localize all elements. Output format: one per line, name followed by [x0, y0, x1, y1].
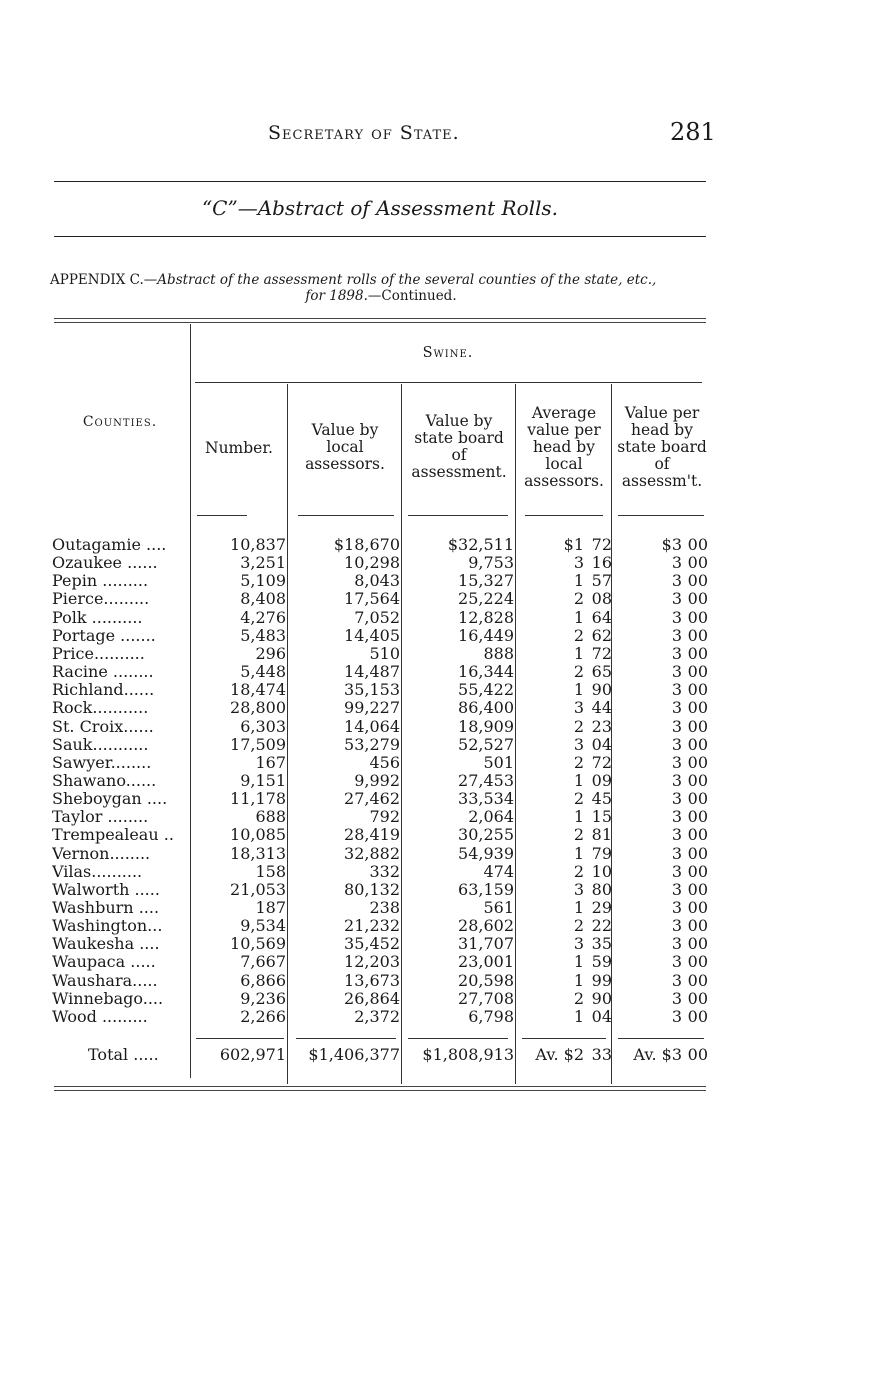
average-cents: 10 [591, 862, 612, 881]
value-state: 63,159 [458, 880, 514, 899]
average-dollars: 1 [573, 971, 584, 990]
average-dollars: 3 [573, 698, 584, 717]
number: 2,266 [240, 1007, 286, 1026]
per-head-dollars: 3 [671, 771, 682, 790]
table-bottom-rule [54, 1086, 706, 1091]
average-dollars: 2 [573, 753, 584, 772]
county-name: Trempealeau .. [52, 826, 174, 844]
per-head-dollars: 3 [671, 698, 682, 717]
average-cents: 04 [591, 1007, 612, 1026]
value-state: 501 [483, 753, 514, 772]
per-head-dollars: 3 [671, 735, 682, 754]
county-name: Sheboygan .... [52, 790, 168, 808]
per-head-dollars: 3 [671, 862, 682, 881]
number: 28,800 [230, 698, 286, 717]
per-head-dollars: 3 [671, 989, 682, 1008]
per-head-cents: 00 [687, 717, 708, 736]
county-name: Polk .......... [52, 609, 143, 627]
per-head-cents: 00 [687, 898, 708, 917]
average-dollars: 2 [573, 789, 584, 808]
table-row [0, 754, 872, 772]
per-head-cents: 00 [687, 644, 708, 663]
per-head-cents: 00 [687, 626, 708, 645]
value-state: 23,001 [458, 952, 514, 971]
per-head-cents: 00 [687, 735, 708, 754]
number: 167 [255, 753, 286, 772]
county-name: Waukesha .... [52, 935, 160, 953]
average-dollars: 3 [573, 880, 584, 899]
average-cents: 23 [591, 717, 612, 736]
table-row [0, 736, 872, 754]
value-state: 86,400 [458, 698, 514, 717]
header-number: Number. [205, 439, 273, 457]
value-state: 31,707 [458, 934, 514, 953]
average-dollars: 1 [573, 771, 584, 790]
header-per-head-state: Value per head by state board of assessm't. [617, 404, 707, 490]
value-local: 35,452 [344, 934, 400, 953]
number: 5,109 [240, 571, 286, 590]
rule-top [54, 181, 706, 182]
per-head-dollars: 3 [671, 952, 682, 971]
average-cents: 22 [591, 916, 612, 935]
per-head-dollars: 3 [671, 626, 682, 645]
per-head-cents: 00 [687, 952, 708, 971]
county-name: Sauk........... [52, 736, 149, 754]
average-dollars: 1 [573, 844, 584, 863]
per-head-cents: 00 [687, 698, 708, 717]
per-head-dollars: 3 [671, 844, 682, 863]
value-local: 17,564 [344, 589, 400, 608]
average-cents: 72 [591, 535, 612, 554]
per-head-dollars: 3 [671, 898, 682, 917]
total-per-head-cents: 00 [687, 1045, 708, 1064]
header-rule-3 [408, 515, 508, 516]
header-value-state: Value by state board of assessment. [411, 412, 507, 481]
county-name: Vernon........ [52, 845, 151, 863]
number: 4,276 [240, 608, 286, 627]
value-local: 7,052 [354, 608, 400, 627]
table-row [0, 772, 872, 790]
table-row [0, 990, 872, 1008]
table-row [0, 935, 872, 953]
value-local: 10,298 [344, 553, 400, 572]
value-local: 8,043 [354, 571, 400, 590]
value-local: 53,279 [344, 735, 400, 754]
average-cents: 08 [591, 589, 612, 608]
per-head-cents: 00 [687, 862, 708, 881]
value-state: 6,798 [468, 1007, 514, 1026]
page-number: 281 [670, 118, 716, 146]
total-rule-5 [618, 1038, 704, 1039]
average-cents: 09 [591, 771, 612, 790]
average-cents: 44 [591, 698, 612, 717]
number: 187 [255, 898, 286, 917]
value-state: 18,909 [458, 717, 514, 736]
value-state: 28,602 [458, 916, 514, 935]
table-row [0, 572, 872, 590]
average-cents: 79 [591, 844, 612, 863]
total-value-local: $1,406,377 [308, 1045, 400, 1064]
per-head-dollars: 3 [671, 553, 682, 572]
average-dollars: 1 [573, 571, 584, 590]
average-dollars: 1 [573, 952, 584, 971]
total-number: 602,971 [219, 1045, 286, 1064]
average-dollars: 2 [573, 662, 584, 681]
average-cents: 35 [591, 934, 612, 953]
per-head-dollars: 3 [671, 825, 682, 844]
appendix-caption [50, 272, 712, 304]
average-dollars: 1 [573, 608, 584, 627]
per-head-cents: 00 [687, 880, 708, 899]
table-row [0, 645, 872, 663]
total-average-cents: 33 [591, 1045, 612, 1064]
county-name: Wood ......... [52, 1008, 148, 1026]
header-counties: Counties. [82, 414, 158, 430]
county-name: Washburn .... [52, 899, 160, 917]
per-head-cents: 00 [687, 553, 708, 572]
table-row-total [0, 1046, 872, 1064]
table-top-rule [54, 318, 706, 323]
per-head-dollars: $3 [661, 535, 682, 554]
number: 8,408 [240, 589, 286, 608]
table-row [0, 699, 872, 717]
table-row [0, 863, 872, 881]
table-row [0, 627, 872, 645]
table-row [0, 681, 872, 699]
average-cents: 59 [591, 952, 612, 971]
value-state: 888 [483, 644, 514, 663]
average-dollars: 2 [573, 717, 584, 736]
appendix-continued: —Continued. [367, 288, 457, 304]
per-head-cents: 00 [687, 807, 708, 826]
per-head-dollars: 3 [671, 753, 682, 772]
average-dollars: $1 [563, 535, 584, 554]
average-cents: 65 [591, 662, 612, 681]
county-name: Pepin ......... [52, 572, 149, 590]
value-state: 52,527 [458, 735, 514, 754]
per-head-dollars: 3 [671, 1007, 682, 1026]
county-name: Taylor ........ [52, 808, 149, 826]
value-local: 14,405 [344, 626, 400, 645]
number: 688 [255, 807, 286, 826]
average-dollars: 1 [573, 898, 584, 917]
header-rule-4 [525, 515, 603, 516]
average-cents: 45 [591, 789, 612, 808]
table-row [0, 881, 872, 899]
average-cents: 16 [591, 553, 612, 572]
county-name: Waushara..... [52, 972, 158, 990]
average-dollars: 3 [573, 735, 584, 754]
per-head-cents: 00 [687, 535, 708, 554]
average-dollars: 2 [573, 626, 584, 645]
value-state: 55,422 [458, 680, 514, 699]
per-head-cents: 00 [687, 680, 708, 699]
average-cents: 90 [591, 680, 612, 699]
table-row [0, 790, 872, 808]
average-dollars: 1 [573, 680, 584, 699]
average-dollars: 2 [573, 862, 584, 881]
average-dollars: 2 [573, 825, 584, 844]
per-head-cents: 00 [687, 662, 708, 681]
value-local: 14,487 [344, 662, 400, 681]
appendix-italic-line1: Abstract of the assessment rolls of the several counties of the state, etc., [157, 272, 657, 288]
number: 21,053 [230, 880, 286, 899]
county-name: Sawyer........ [52, 754, 152, 772]
value-state: 16,344 [458, 662, 514, 681]
header-rule-1 [197, 515, 247, 516]
per-head-cents: 00 [687, 589, 708, 608]
average-cents: 80 [591, 880, 612, 899]
average-cents: 62 [591, 626, 612, 645]
value-state: 27,708 [458, 989, 514, 1008]
per-head-dollars: 3 [671, 571, 682, 590]
table-row [0, 536, 872, 554]
county-name: Walworth ..... [52, 881, 160, 899]
number: 6,303 [240, 717, 286, 736]
total-rule-2 [296, 1038, 396, 1039]
number: 5,448 [240, 662, 286, 681]
running-head [0, 118, 872, 148]
per-head-cents: 00 [687, 608, 708, 627]
per-head-dollars: 3 [671, 934, 682, 953]
number: 9,534 [240, 916, 286, 935]
running-head-title: Secretary of State. [268, 122, 460, 144]
county-name: Price.......... [52, 645, 145, 663]
value-state: 16,449 [458, 626, 514, 645]
county-name: St. Croix...... [52, 718, 154, 736]
total-rule-4 [522, 1038, 606, 1039]
value-local: 27,462 [344, 789, 400, 808]
number: 296 [255, 644, 286, 663]
per-head-cents: 00 [687, 971, 708, 990]
county-name: Winnebago.... [52, 990, 164, 1008]
average-cents: 99 [591, 971, 612, 990]
value-state: 12,828 [458, 608, 514, 627]
county-name: Rock........... [52, 699, 149, 717]
total-per-head-dollars: Av. $3 [633, 1045, 682, 1064]
section-title: “C”—Abstract of Assessment Rolls. [201, 196, 559, 220]
appendix-italic-line2: for 1898. [305, 288, 368, 304]
table-row [0, 953, 872, 971]
table-row [0, 663, 872, 681]
value-state: 54,939 [458, 844, 514, 863]
average-dollars: 2 [573, 589, 584, 608]
average-dollars: 2 [573, 916, 584, 935]
group-header-swine: Swine. [422, 345, 474, 361]
average-cents: 72 [591, 753, 612, 772]
appendix-label: APPENDIX C.— [50, 272, 158, 288]
average-dollars: 1 [573, 1007, 584, 1026]
value-local: 12,203 [344, 952, 400, 971]
value-local: 14,064 [344, 717, 400, 736]
per-head-cents: 00 [687, 916, 708, 935]
per-head-dollars: 3 [671, 662, 682, 681]
value-local: $18,670 [333, 535, 400, 554]
header-average-local: Average value per head by local assessors. [524, 404, 604, 490]
value-local: 9,992 [354, 771, 400, 790]
per-head-cents: 00 [687, 571, 708, 590]
number: 10,837 [230, 535, 286, 554]
value-state: 33,534 [458, 789, 514, 808]
number: 9,236 [240, 989, 286, 1008]
average-cents: 72 [591, 644, 612, 663]
county-name: Outagamie .... [52, 536, 167, 554]
per-head-dollars: 3 [671, 916, 682, 935]
value-local: 2,372 [354, 1007, 400, 1026]
value-local: 99,227 [344, 698, 400, 717]
value-local: 28,419 [344, 825, 400, 844]
table-row [0, 554, 872, 572]
per-head-cents: 00 [687, 825, 708, 844]
value-state: 20,598 [458, 971, 514, 990]
average-cents: 15 [591, 807, 612, 826]
county-name: Shawano...... [52, 772, 157, 790]
table-row [0, 899, 872, 917]
value-local: 32,882 [344, 844, 400, 863]
table-row [0, 609, 872, 627]
table-row [0, 1008, 872, 1026]
group-header-rule [195, 382, 702, 383]
total-label: Total ..... [88, 1046, 159, 1064]
table-row [0, 917, 872, 935]
total-rule-3 [408, 1038, 508, 1039]
per-head-cents: 00 [687, 771, 708, 790]
average-dollars: 1 [573, 644, 584, 663]
number: 3,251 [240, 553, 286, 572]
county-name: Racine ........ [52, 663, 154, 681]
average-cents: 81 [591, 825, 612, 844]
per-head-dollars: 3 [671, 807, 682, 826]
average-dollars: 3 [573, 553, 584, 572]
per-head-cents: 00 [687, 789, 708, 808]
average-cents: 64 [591, 608, 612, 627]
value-state: 561 [483, 898, 514, 917]
per-head-cents: 00 [687, 844, 708, 863]
average-dollars: 2 [573, 989, 584, 1008]
per-head-cents: 00 [687, 753, 708, 772]
number: 9,151 [240, 771, 286, 790]
average-dollars: 3 [573, 934, 584, 953]
table-row [0, 718, 872, 736]
value-state: 30,255 [458, 825, 514, 844]
table-row [0, 972, 872, 990]
per-head-dollars: 3 [671, 971, 682, 990]
number: 158 [255, 862, 286, 881]
average-cents: 90 [591, 989, 612, 1008]
county-name: Portage ....... [52, 627, 156, 645]
value-local: 510 [369, 644, 400, 663]
per-head-dollars: 3 [671, 789, 682, 808]
average-cents: 57 [591, 571, 612, 590]
table-row [0, 590, 872, 608]
county-name: Vilas.......... [52, 863, 143, 881]
number: 6,866 [240, 971, 286, 990]
rule-bottom [54, 236, 706, 237]
header-rule-5 [618, 515, 704, 516]
value-state: 2,064 [468, 807, 514, 826]
value-local: 35,153 [344, 680, 400, 699]
per-head-cents: 00 [687, 1007, 708, 1026]
county-name: Pierce......... [52, 590, 150, 608]
header-value-local: Value by local assessors. [305, 421, 385, 473]
value-local: 792 [369, 807, 400, 826]
table-row [0, 808, 872, 826]
value-state: 474 [483, 862, 514, 881]
number: 18,313 [230, 844, 286, 863]
average-cents: 04 [591, 735, 612, 754]
per-head-dollars: 3 [671, 680, 682, 699]
average-dollars: 1 [573, 807, 584, 826]
value-state: $32,511 [447, 535, 514, 554]
per-head-dollars: 3 [671, 608, 682, 627]
table-row [0, 826, 872, 844]
per-head-dollars: 3 [671, 589, 682, 608]
value-state: 9,753 [468, 553, 514, 572]
value-state: 25,224 [458, 589, 514, 608]
per-head-cents: 00 [687, 934, 708, 953]
per-head-dollars: 3 [671, 717, 682, 736]
number: 7,667 [240, 952, 286, 971]
average-cents: 29 [591, 898, 612, 917]
county-name: Ozaukee ...... [52, 554, 158, 572]
table-row [0, 845, 872, 863]
county-name: Richland...... [52, 681, 155, 699]
value-state: 27,453 [458, 771, 514, 790]
value-local: 13,673 [344, 971, 400, 990]
value-local: 80,132 [344, 880, 400, 899]
per-head-dollars: 3 [671, 644, 682, 663]
value-local: 21,232 [344, 916, 400, 935]
per-head-dollars: 3 [671, 880, 682, 899]
header-rule-2 [298, 515, 394, 516]
total-average-dollars: Av. $2 [535, 1045, 584, 1064]
value-local: 26,864 [344, 989, 400, 1008]
value-local: 238 [369, 898, 400, 917]
number: 10,569 [230, 934, 286, 953]
number: 11,178 [230, 789, 286, 808]
per-head-cents: 00 [687, 989, 708, 1008]
total-value-state: $1,808,913 [422, 1045, 514, 1064]
number: 5,483 [240, 626, 286, 645]
county-name: Waupaca ..... [52, 953, 156, 971]
county-name: Washington... [52, 917, 163, 935]
number: 10,085 [230, 825, 286, 844]
value-state: 15,327 [458, 571, 514, 590]
value-local: 456 [369, 753, 400, 772]
value-local: 332 [369, 862, 400, 881]
number: 18,474 [230, 680, 286, 699]
total-rule-1 [196, 1038, 284, 1039]
number: 17,509 [230, 735, 286, 754]
